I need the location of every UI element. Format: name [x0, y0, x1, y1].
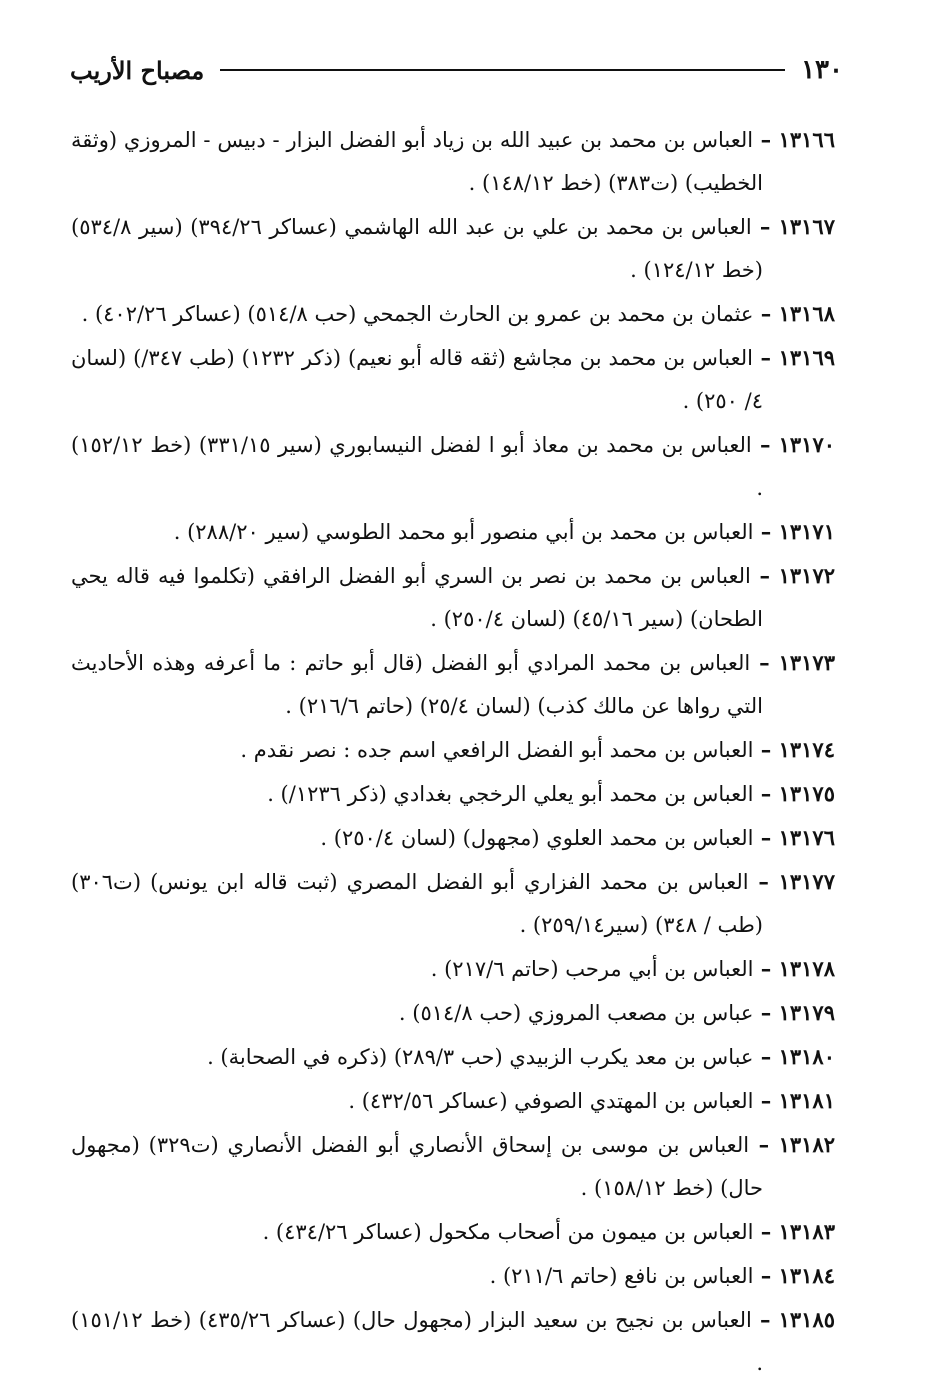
- entry-text: العباس بن محمد الفزاري أبو الفضل المصري (ثبت قاله ابن يونس) (ت٣٠٦) (طب / ٣٤٨) (سير٢٥٩/١٤) .: [71, 870, 763, 937]
- entry-text: العباس بن محمد بن نصر بن السري أبو الفضل الرافقي (تكلموا فيه قاله يحي الطحان) (سير ٤٥/١٦) (لسان ٢٥٠/٤) .: [71, 564, 763, 631]
- list-item: [71, 1298, 835, 1385]
- running-header: [70, 50, 843, 90]
- entry-text: العباس بن نافع (حاتم ٢١١/٦) .: [489, 1264, 754, 1288]
- entry-text: العباس بن موسى بن إسحاق الأنصاري أبو الفضل الأنصاري (ت٣٢٩) (مجهول حال) (خط ١٥٨/١٢) .: [71, 1133, 763, 1200]
- entry-number: ١٣١٨٥: [778, 1307, 836, 1332]
- entry-separator: –: [753, 1000, 779, 1025]
- entry-separator: –: [752, 345, 779, 370]
- entry-text: العباس بن ميمون من أصحاب مكحول (عساكر ٤٣٤/٢٦) .: [262, 1220, 754, 1244]
- entry-text: العباس بن محمد بن أبي منصور أبو محمد الطوسي (سير ٢٨٨/٢٠) .: [173, 520, 754, 544]
- list-item: [71, 510, 835, 554]
- entry-separator: –: [753, 301, 779, 326]
- entry-number: ١٣١٨٣: [778, 1219, 835, 1244]
- entry-separator: –: [753, 127, 779, 152]
- list-item: [71, 336, 835, 423]
- entry-separator: –: [753, 1044, 779, 1069]
- entry-separator: –: [753, 1088, 779, 1113]
- entry-number: ١٣١٨١: [778, 1088, 835, 1113]
- list-item: [71, 728, 835, 772]
- entry-separator: –: [753, 1263, 779, 1288]
- entry-separator: –: [753, 781, 779, 806]
- header-rule: [220, 69, 785, 71]
- entry-number: ١٣١٨٠: [778, 1044, 835, 1069]
- book-title: مصباح الأريب: [70, 55, 205, 85]
- entry-separator: –: [753, 825, 779, 850]
- entry-text: العباس بن محمد أبو الفضل الرافعي اسم جده : نصر نقدم .: [240, 738, 754, 762]
- entry-number: ١٣١٧٥: [778, 781, 835, 806]
- entry-number: ١٣١٦٩: [778, 345, 836, 370]
- entry-separator: –: [750, 563, 779, 588]
- entry-separator: –: [749, 1132, 779, 1157]
- entry-number: ١٣١٧٠: [778, 432, 836, 457]
- entry-separator: –: [750, 650, 779, 675]
- entry-text: العباس بن محمد العلوي (مجهول) (لسان ٢٥٠/٤) .: [320, 826, 754, 850]
- entry-number: ١٣١٧١: [778, 519, 835, 544]
- entry-text: العباس بن نجيح بن سعيد البزار (مجهول حال) (عساكر ٤٣٥/٢٦) (خط ١٥١/١٢) .: [71, 1308, 763, 1375]
- entry-number: ١٣١٧٨: [778, 956, 835, 981]
- entry-text: عباس بن مصعب المروزي (حب ٥١٤/٨) .: [398, 1001, 754, 1025]
- list-item: [71, 1210, 835, 1254]
- list-item: [71, 991, 835, 1035]
- entry-separator: –: [751, 432, 779, 457]
- entry-number: ١٣١٦٧: [778, 214, 835, 239]
- list-item: [71, 947, 835, 991]
- entry-separator: –: [753, 956, 779, 981]
- entry-text: العباس بن محمد بن مجاشع (ثقه قاله أبو نعيم) (ذكر ١٢٣٢) (طب ٣٤٧/) (لسان ٤/ ٢٥٠) .: [71, 346, 763, 413]
- entry-separator: –: [753, 1219, 779, 1244]
- list-item: [71, 118, 835, 205]
- entry-text: العباس بن المهتدي الصوفي (عساكر ٤٣٢/٥٦) .: [348, 1089, 754, 1113]
- list-item: [71, 1079, 835, 1123]
- entry-separator: –: [751, 214, 779, 239]
- page-number: ١٣٠: [801, 55, 843, 85]
- entry-number: ١٣١٧٧: [778, 869, 835, 894]
- entry-number: ١٣١٨٤: [778, 1263, 835, 1288]
- list-item: [71, 1254, 835, 1298]
- entry-number: ١٣١٧٤: [778, 737, 835, 762]
- list-item: [71, 860, 835, 947]
- entry-number: ١٣١٧٦: [778, 825, 835, 850]
- entry-text: العباس بن محمد بن عبيد الله بن زياد أبو الفضل البزار - دبيس - المروزي (وثقة الخطيب) (ت٣٨٣) (خط ١٤٨/١٢) .: [71, 128, 763, 195]
- entry-number: ١٣١٦٨: [778, 301, 835, 326]
- list-item: [71, 292, 835, 336]
- entry-text: عثمان بن محمد بن عمرو بن الحارث الجمحي (حب ٥١٤/٨) (عساكر ٤٠٢/٢٦) .: [81, 302, 754, 326]
- list-item: [71, 641, 835, 728]
- list-item: [71, 205, 835, 292]
- list-item: [71, 816, 835, 860]
- entry-separator: –: [753, 519, 779, 544]
- list-item: [71, 554, 835, 641]
- entry-separator: –: [753, 737, 779, 762]
- list-item: [71, 1123, 835, 1210]
- entry-text: العباس بن محمد المرادي أبو الفضل (قال أبو حاتم : ما أعرفه وهذه الأحاديث التي رواها عن مالك كذب) (لسان ٢٥/٤) (حاتم ٢١٦/٦) .: [71, 651, 763, 718]
- entry-separator: –: [751, 1307, 779, 1332]
- entry-separator: –: [748, 869, 779, 894]
- list-item: [71, 1035, 835, 1079]
- list-item: [71, 423, 835, 510]
- entry-number: ١٣١٧٩: [778, 1000, 835, 1025]
- entry-text: العباس بن محمد بن معاذ أبو ا لفضل النيسابوري (سير ٣٣١/١٥) (خط ١٥٢/١٢) .: [71, 433, 763, 500]
- entries-list: [71, 118, 835, 1385]
- list-item: [71, 772, 835, 816]
- entry-text: عباس بن معد يكرب الزبيدي (حب ٢٨٩/٣) (ذكره في الصحابة) .: [207, 1045, 754, 1069]
- entry-number: ١٣١٧٢: [778, 563, 836, 588]
- entry-text: العباس بن محمد بن علي بن عبد الله الهاشمي (عساكر ٣٩٤/٢٦) (سير ٥٣٤/٨) (خط ١٢٤/١٢) .: [71, 215, 763, 282]
- entry-number: ١٣١٨٢: [778, 1132, 836, 1157]
- entry-number: ١٣١٦٦: [778, 127, 835, 152]
- entry-number: ١٣١٧٣: [778, 650, 835, 675]
- entry-text: العباس بن محمد أبو يعلي الرخجي بغدادي (ذكر ١٢٣٦/) .: [267, 782, 754, 806]
- entry-text: العباس بن أبي مرحب (حاتم ٢١٧/٦) .: [430, 957, 754, 981]
